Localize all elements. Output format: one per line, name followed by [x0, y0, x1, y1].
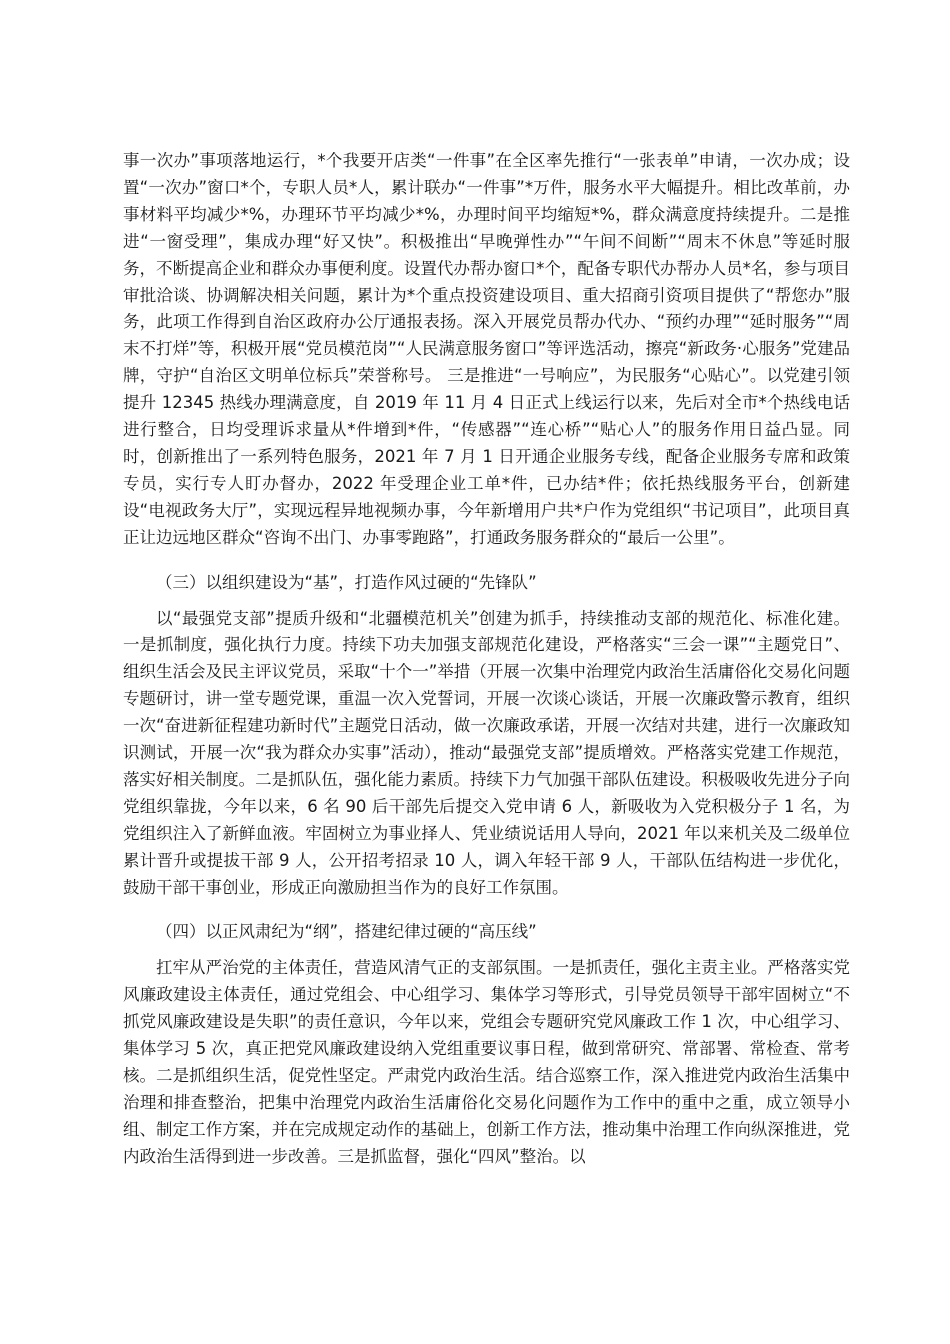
paragraph-1: 事一次办”事项落地运行，*个我要开店类“一件事”在全区率先推行“一张表单”申请，一次办成；设置“一次办”窗口*个，专职人员*人，累计联办“一件事”*万件，服务水平大幅提升。相比改革前，办事材料平均减少*%，办理环节平均减少*%，办理时间平均缩短*%，群众满意度持续提升。二是推进“一窗受理”，集成办理“好又快”。积极推出“早晚弹性办”“午间不间断”“周末不休息”等延时服务，不断提高企业和群众办事便利度。设置代办帮办窗口*个，配备专职代办帮办人员*名，参与项目审批洽谈、协调解决相关问题，累计为*个重点投资建设项目、重大招商引资项目提供了“帮您办”服务，此项工作得到自治区政府办公厅通报表扬。深入开展党员帮办代办、“预约办理”“延时服务”“周末不打烊”等，积极开展“党员模范岗”“人民满意服务窗口”等评选活动，擦亮“新政务·心服务”党建品牌，守护“自治区文明单位标兵”荣誉称号。 三是推进“一号响应”，为民服务“心贴心”。以党建引领提升 12345 热线办理满意度，自 2019 年 11 月 4 日正式上线运行以来，先后对全市*个热线电话进行整合，日均受理诉求量从*件增到*件，“传感器”“连心桥”“贴心人”的服务作用日益凸显。同时，创新推出了一系列特色服务，2021 年 7 月 1 日开通企业服务专线，配备企业服务专席和政策专员，实行专人盯办督办，2022 年受理企业工单*件，已办结*件；依托热线服务平台，创新建设“电视政务大厅”，实现远程异地视频办事，今年新增用户共*户作为党组织“书记项目”，此项目真正让边远地区群众“咨询不出门、办事零跑路”，打通政务服务群众的“最后一公里”。: [123, 151, 850, 547]
document-page: [123, 148, 850, 1171]
paragraph-2: 以“最强党支部”提质升级和“北疆模范机关”创建为抓手，持续推动支部的规范化、标准化建。一是抓制度，强化执行力度。持续下功夫加强支部规范化建设，严格落实“三会一课”“主题党日”、组织生活会及民主评议党员，采取“十个一”举措（开展一次集中治理党内政治生活庸俗化交易化问题专题研讨，讲一堂专题党课，重温一次入党誓词，开展一次谈心谈话，开展一次廉政警示教育，组织一次“奋进新征程建功新时代”主题党日活动，做一次廉政承诺，开展一次结对共建，进行一次廉政知识测试，开展一次“我为群众办实事”活动），推动“最强党支部”提质增效。严格落实党建工作规范，落实好相关制度。二是抓队伍，强化能力素质。持续下力气加强干部队伍建设。积极吸收先进分子向党组织靠拢，今年以来，6 名 90 后干部先后提交入党申请 6 人，新吸收为入党积极分子 1 名，为党组织注入了新鲜血液。牢固树立为事业择人、凭业绩说话用人导向，2021 年以来机关及二级单位累计晋升或提拔干部 9 人，公开招考招录 10 人，调入年轻干部 9 人，干部队伍结构进一步优化，鼓励干部干事创业，形成正向激励担当作为的良好工作氛围。: [123, 608, 850, 897]
section-heading-3: （三）以组织建设为“基”，打造作风过硬的“先锋队”: [156, 572, 537, 592]
paragraph-3: 扛牢从严治党的主体责任，营造风清气正的支部氛围。一是抓责任，强化主责主业。严格落实党风廉政建设主体责任，通过党组会、中心组学习、集体学习等形式，引导党员领导干部牢固树立“不抓党风廉政建设是失职”的责任意识，今年以来，党组会专题研究党风廉政工作 1 次，中心组学习、集体学习 5 次，真正把党风廉政建设纳入党组重要议事日程，做到常研究、常部署、常检查、常考核。二是抓组织生活，促党性坚定。严肃党内政治生活。结合巡察工作，深入推进党内政治生活集中治理和排查整治，把集中治理党内政治生活庸俗化交易化问题作为工作中的重中之重，成立领导小组、制定工作方案，并在完成规定动作的基础上，创新工作方法，推动集中治理工作向纵深推进，党内政治生活得到进一步改善。三是抓监督，强化“四风”整治。以: [123, 958, 850, 1166]
section-heading-4: （四）以正风肃纪为“纲”，搭建纪律过硬的“高压线”: [156, 922, 537, 942]
